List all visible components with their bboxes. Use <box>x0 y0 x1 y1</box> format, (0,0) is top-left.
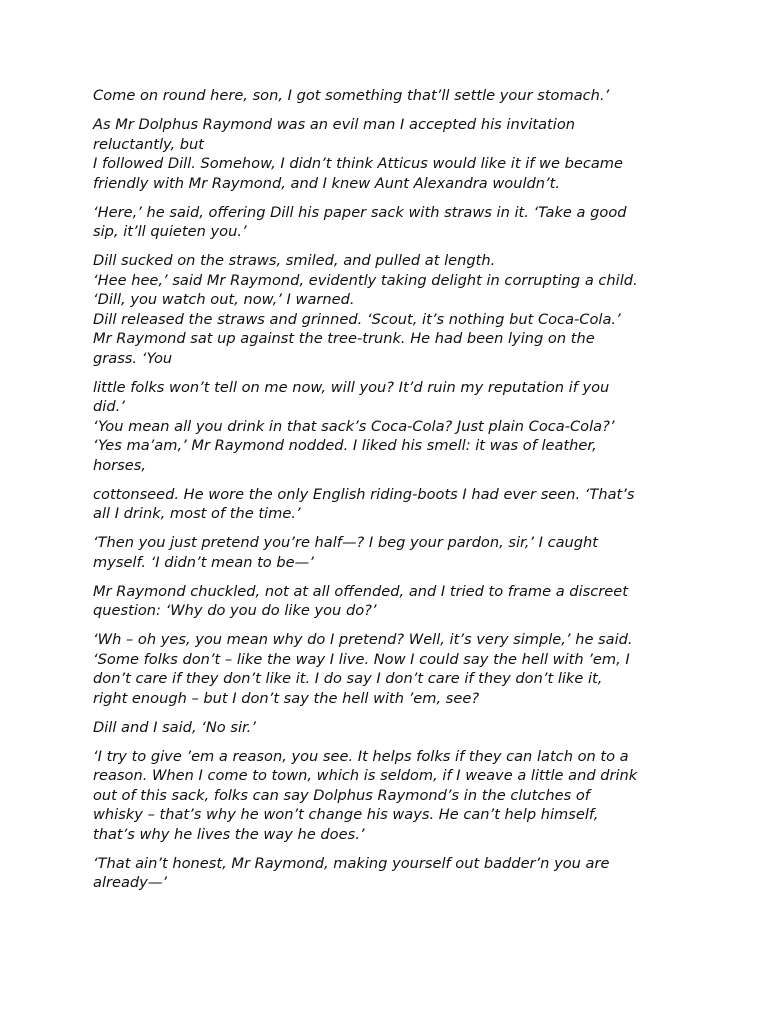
document-page <box>93 86 678 902</box>
text-line: right enough – but I don’t say the hell with ’em, see? <box>93 689 480 707</box>
text-line: Mr Raymond sat up against the tree-trunk. He had been lying on the <box>93 330 595 347</box>
text-line: friendly with Mr Raymond, and I knew Aunt Alexandra wouldn’t. <box>93 174 561 192</box>
text-line: ‘That ain’t honest, Mr Raymond, making yourself out badder’n you are <box>93 854 610 872</box>
text-line: Dill sucked on the straws, smiled, and pulled at length. <box>93 252 496 269</box>
text-line: all I drink, most of the time.’ <box>93 505 301 522</box>
paragraph <box>93 533 678 572</box>
text-line: Come on round here, son, I got something that’ll settle your stomach.’ <box>93 87 610 104</box>
paragraph <box>93 854 678 893</box>
paragraph <box>93 582 678 621</box>
text-line: I followed Dill. Somehow, I didn’t think Atticus would like it if we became <box>93 155 623 172</box>
paragraph <box>93 747 678 845</box>
text-line: ‘Hee hee,’ said Mr Raymond, evidently taking delight in corrupting a child. <box>93 271 638 289</box>
text-line: cottonseed. He wore the only English riding-boots I had ever seen. ‘That’s <box>93 485 635 503</box>
text-line: ‘You mean all you drink in that sack’s Coca-Cola? Just plain Coca-Cola?’ <box>93 417 615 435</box>
text-line: Mr Raymond chuckled, not at all offended, and I tried to frame a discreet <box>93 582 628 600</box>
text-line: out of this sack, folks can say Dolphus Raymond’s in the clutches of <box>93 786 590 804</box>
paragraph <box>93 115 678 193</box>
text-line: Dill released the straws and grinned. ‘Scout, it’s nothing but Coca-Cola.’ <box>93 310 621 328</box>
text-line: question: ‘Why do you do like you do?’ <box>93 602 377 619</box>
text-line: ‘Yes ma’am,’ Mr Raymond nodded. I liked his smell: it was of leather, <box>93 437 597 454</box>
paragraph <box>93 630 678 708</box>
paragraph <box>93 86 678 106</box>
text-line: reason. When I come to town, which is seldom, if I weave a little and drink <box>93 767 638 784</box>
text-line: grass. ‘You <box>93 349 173 367</box>
text-line: reluctantly, but <box>93 135 205 153</box>
text-line: ‘Some folks don’t – like the way I live. Now I could say the hell with ’em, I <box>93 650 630 668</box>
text-line: ‘Wh – oh yes, you mean why do I pretend? Well, it’s very simple,’ he said. <box>93 631 633 648</box>
text-line: little folks won’t tell on me now, will you? It’d ruin my reputation if you <box>93 378 610 396</box>
text-line: ‘I try to give ’em a reason, you see. It helps folks if they can latch on to a <box>93 747 629 765</box>
text-line: that’s why he lives the way he does.’ <box>93 825 365 843</box>
text-line: ‘Dill, you watch out, now,’ I warned. <box>93 291 355 308</box>
paragraph <box>93 718 678 738</box>
text-line: horses, <box>93 456 147 474</box>
text-line: don’t care if they don’t like it. I do say I don’t care if they don’t like it, <box>93 670 603 687</box>
paragraph <box>93 485 678 524</box>
text-line: whisky – that’s why he won’t change his ways. He can’t help himself, <box>93 806 599 823</box>
paragraph <box>93 251 678 368</box>
paragraph <box>93 203 678 242</box>
text-line: ‘Then you just pretend you’re half—? I beg your pardon, sir,’ I caught <box>93 534 599 551</box>
text-line: As Mr Dolphus Raymond was an evil man I accepted his invitation <box>93 116 575 133</box>
text-line: sip, it’ll quieten you.’ <box>93 223 247 240</box>
text-line: Dill and I said, ‘No sir.’ <box>93 718 256 736</box>
text-line: already—’ <box>93 874 168 891</box>
text-line: myself. ‘I didn’t mean to be—’ <box>93 553 314 571</box>
text-line: did.’ <box>93 398 125 415</box>
paragraph <box>93 378 678 476</box>
text-line: ‘Here,’ he said, offering Dill his paper sack with straws in it. ‘Take a good <box>93 203 627 221</box>
